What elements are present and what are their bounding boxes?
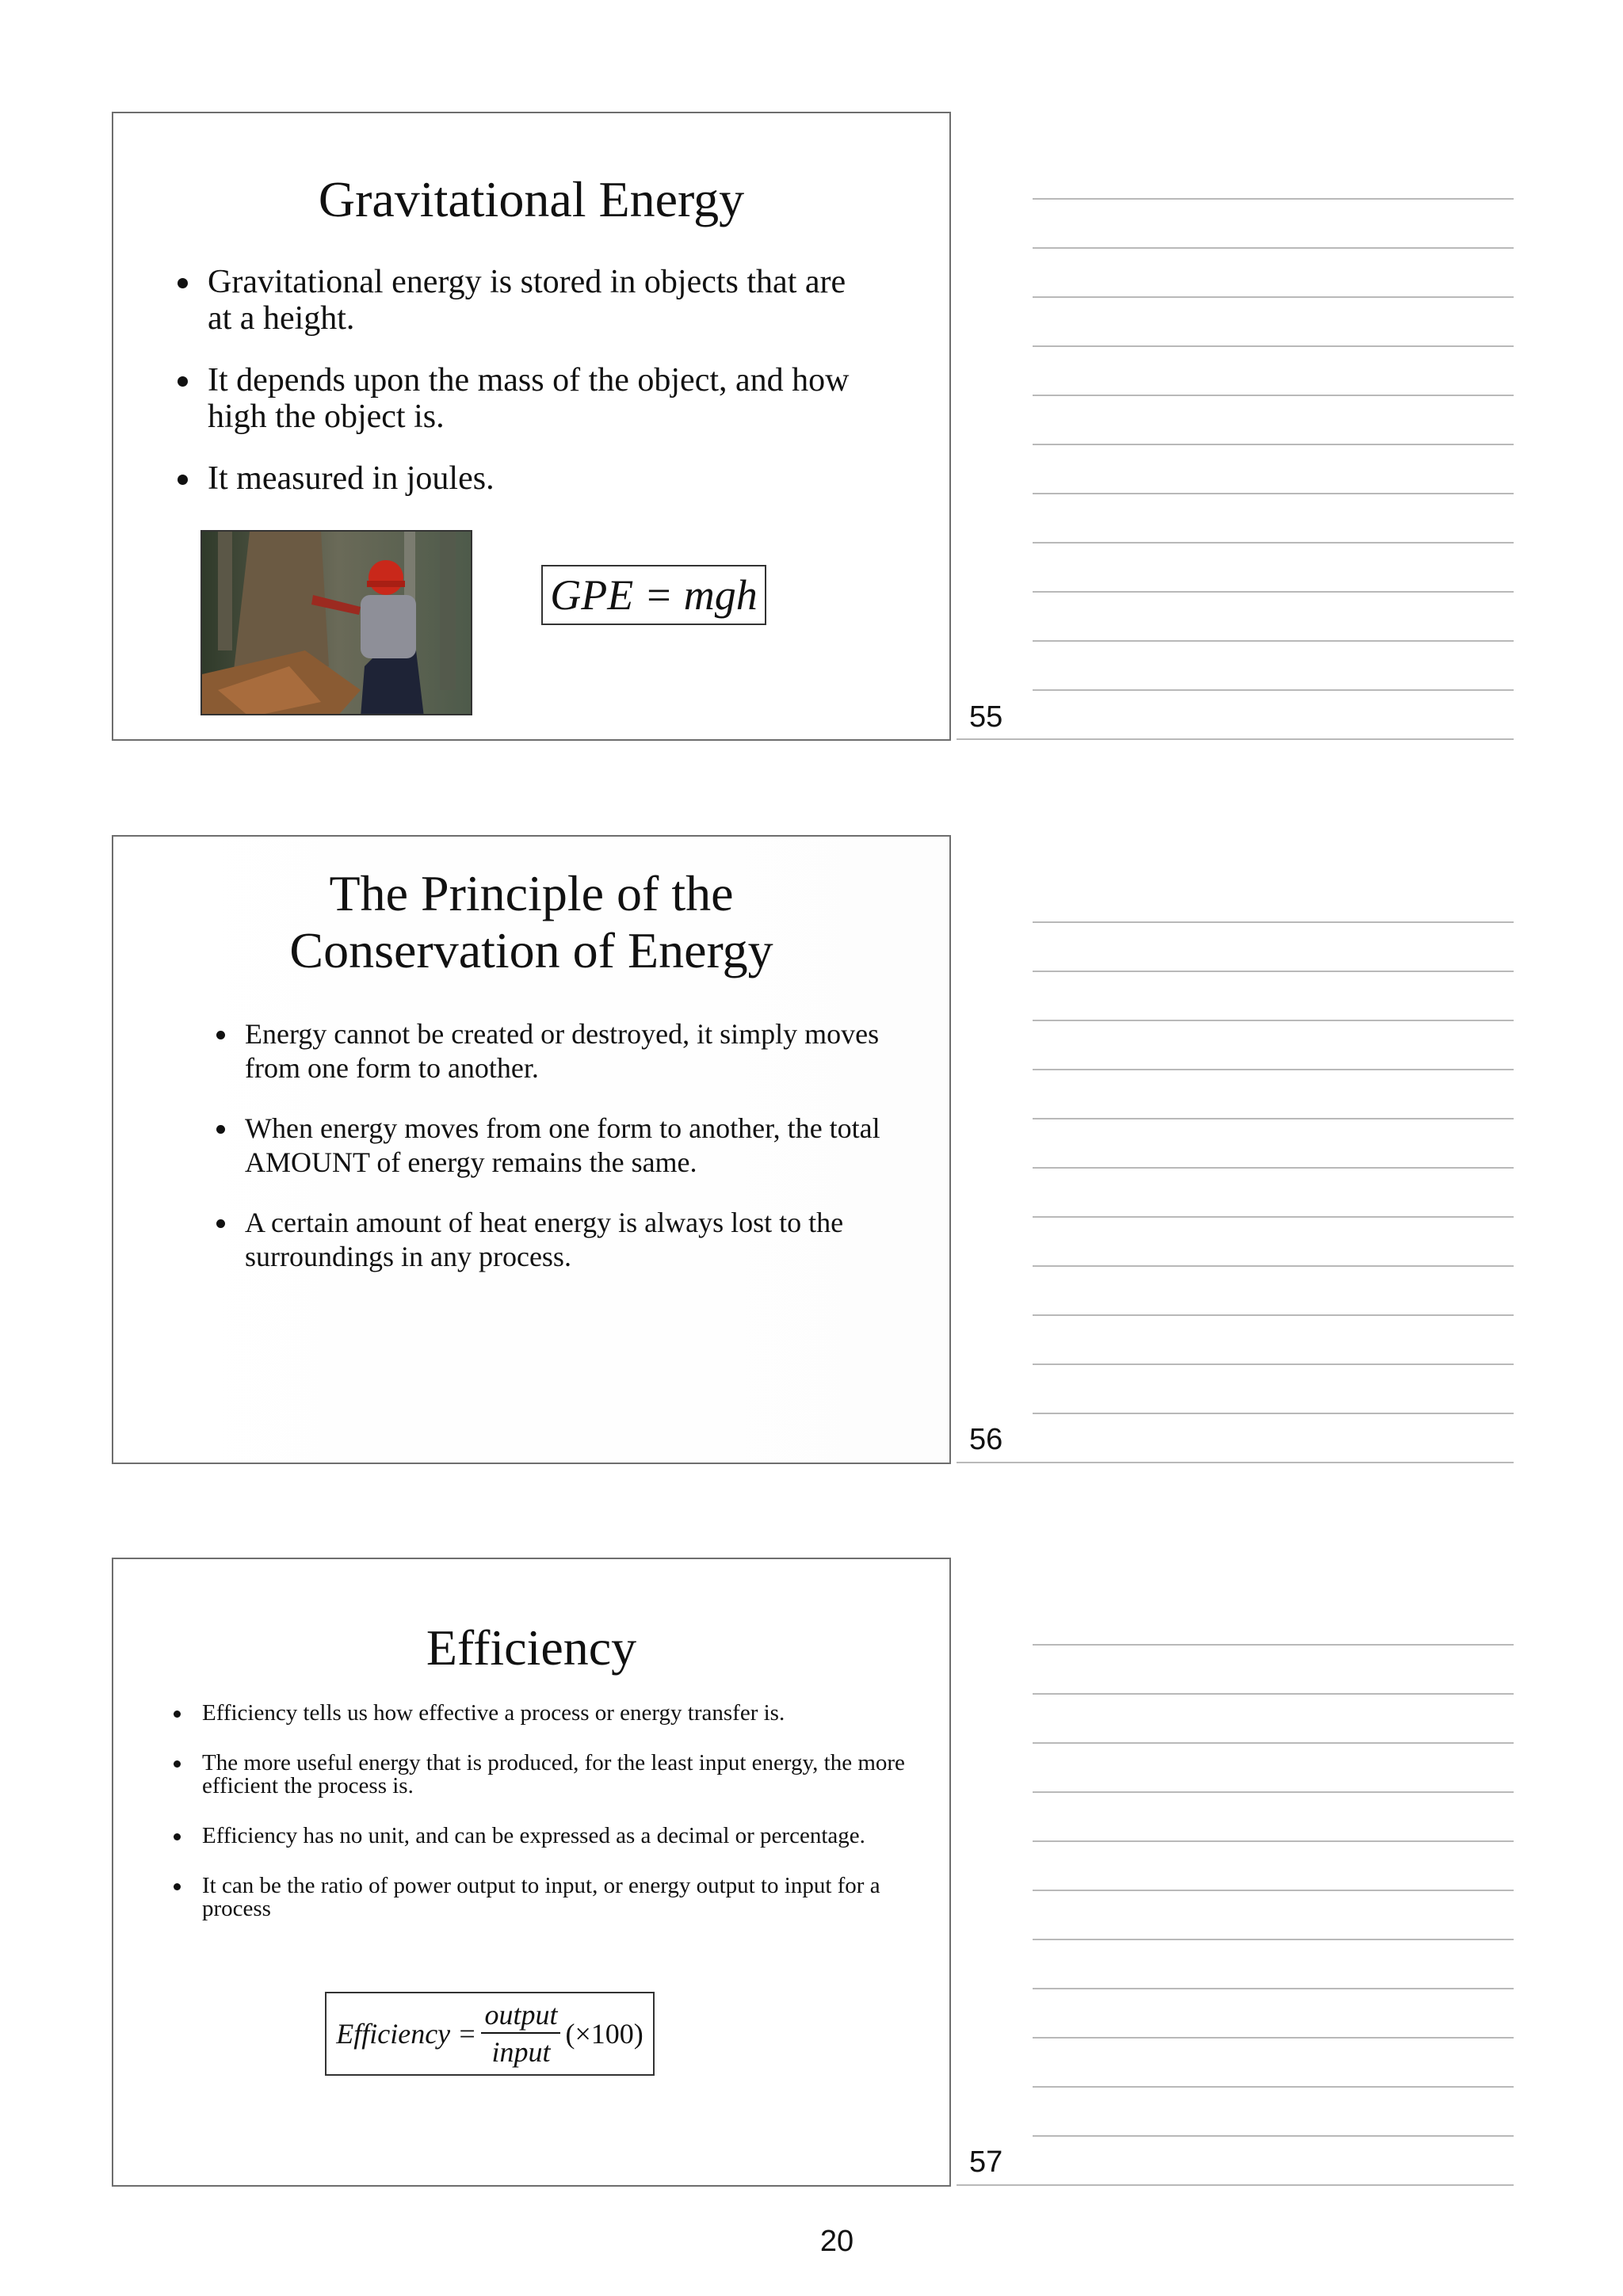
notes-line [1033, 2037, 1514, 2039]
slide-efficiency [112, 1558, 951, 2187]
notes-line [1033, 198, 1514, 200]
notes-line [1033, 2086, 1514, 2088]
notes-line [1033, 1939, 1514, 1940]
notes-line [1033, 1167, 1514, 1169]
notes-line [1033, 1413, 1514, 1414]
notes-line [1033, 971, 1514, 972]
formula-denominator: input [491, 2036, 551, 2068]
slide-title: Gravitational Energy [318, 171, 745, 227]
formula-numerator: output [481, 1997, 560, 2034]
notes-line [1033, 395, 1514, 396]
slide-title-line-1: The Principle of the [329, 865, 734, 921]
notes-line [1033, 1644, 1514, 1646]
notes-line [1033, 542, 1514, 543]
page-number: 20 [819, 2225, 854, 2258]
slide-number: 55 [969, 700, 1003, 734]
notes-line [1033, 1693, 1514, 1695]
gpe-formula: GPE = mgh [541, 565, 766, 625]
bullet-list [215, 1017, 912, 1300]
notes-line [1033, 296, 1514, 298]
notes-line [1033, 640, 1514, 642]
notes-line [1033, 493, 1514, 494]
notes-line [957, 738, 1514, 740]
slide-conservation-of-energy [112, 835, 951, 1464]
bullet-item: It measured in joules. [176, 460, 857, 497]
bullet-list [172, 1702, 917, 1947]
formula-fraction [481, 1997, 560, 2070]
notes-line [1033, 1363, 1514, 1365]
notes-line [1033, 591, 1514, 593]
slide-number: 56 [969, 1423, 1003, 1456]
bullet-list [176, 264, 857, 522]
efficiency-formula [325, 1992, 655, 2076]
slide-gravitational-energy [112, 112, 951, 741]
slide-number: 57 [969, 2145, 1003, 2179]
bullet-item: It can be the ratio of power output to input, or energy output to input for a process [172, 1875, 917, 1920]
notes-line [1033, 2135, 1514, 2137]
notes-line [1033, 1265, 1514, 1267]
notes-line [1033, 444, 1514, 445]
notes-line [957, 2184, 1514, 2186]
notes-line [1033, 921, 1514, 923]
notes-line [1033, 689, 1514, 691]
notes-line [1033, 1791, 1514, 1793]
formula-suffix: (×100) [565, 2018, 643, 2050]
notes-line [1033, 345, 1514, 347]
bullet-item: Efficiency tells us how effective a process or energy transfer is. [172, 1702, 917, 1725]
notes-line [1033, 1988, 1514, 1989]
bullet-item: The more useful energy that is produced, for the least input energy, the more efficient the process is. [172, 1752, 917, 1798]
notes-line [957, 1462, 1514, 1463]
notes-line [1033, 1216, 1514, 1218]
notes-line [1033, 247, 1514, 249]
bullet-item: When energy moves from one form to another, the total AMOUNT of energy remains the same. [215, 1112, 912, 1180]
bullet-item: A certain amount of heat energy is always lost to the surroundings in any process. [215, 1206, 912, 1274]
bullet-item: Gravitational energy is stored in objects that are at a height. [176, 264, 857, 337]
notes-line [1033, 1314, 1514, 1316]
slide-title: Efficiency [426, 1619, 637, 1676]
notes-line [1033, 1020, 1514, 1021]
notes-line [1033, 1742, 1514, 1744]
notes-line [1033, 1118, 1514, 1119]
notes-line [1033, 1840, 1514, 1842]
slide-title-line-2: Conservation of Energy [289, 922, 773, 978]
bullet-item: Efficiency has no unit, and can be expressed as a decimal or percentage. [172, 1825, 917, 1848]
bullet-item: It depends upon the mass of the object, and how high the object is. [176, 362, 857, 435]
formula-lhs: Efficiency = [336, 2018, 477, 2050]
notes-line [1033, 1069, 1514, 1070]
bullet-item: Energy cannot be created or destroyed, it simply moves from one form to another. [215, 1017, 912, 1085]
slide-title [113, 865, 949, 979]
lumberjack-photo [200, 530, 472, 715]
notes-line [1033, 1890, 1514, 1891]
